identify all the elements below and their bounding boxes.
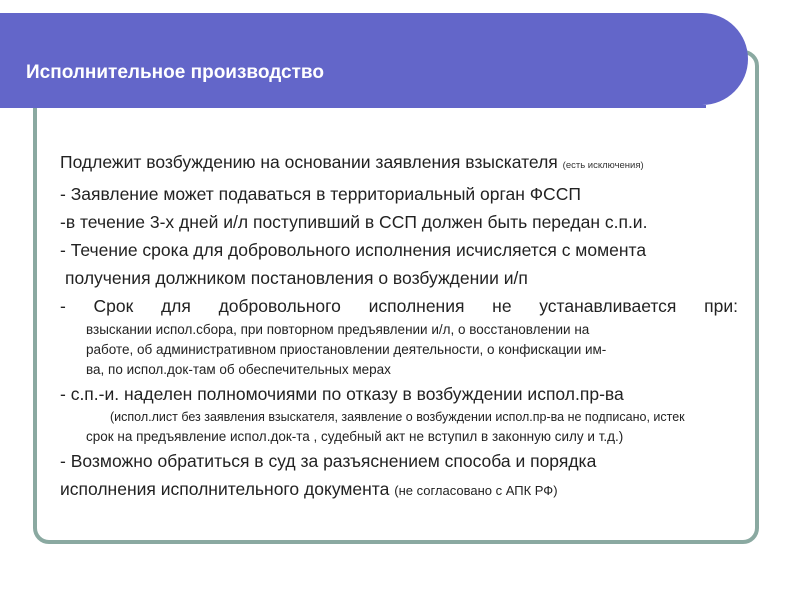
bullet-5-word: Срок bbox=[93, 296, 134, 316]
bullet-6: - с.п.-и. наделен полномочиями по отказу в возбуждении испол.пр-ва bbox=[60, 384, 624, 404]
bullet-5-word: добровольного bbox=[218, 296, 341, 316]
bullet-3: -в течение 3-х дней и/л поступивший в ССП должен быть передан с.п.и. bbox=[60, 212, 648, 232]
bullet-5-word: при: bbox=[704, 296, 738, 316]
bullet-1-note: (есть исключения) bbox=[562, 160, 644, 171]
bullet-1-text: Подлежит возбуждению на основании заявления взыскателя bbox=[60, 152, 558, 172]
bullet-6-detail-1: (испол.лист без заявления взыскателя, заявление о возбуждении испол.пр-ва не подписано, истек bbox=[110, 410, 685, 424]
bullet-6-detail-2: срок на предъявление испол.док-та , судебный акт не вступил в законную силу и т.д.) bbox=[86, 429, 624, 444]
slide-body bbox=[60, 148, 750, 505]
bullet-7-text: исполнения исполнительного документа bbox=[60, 479, 390, 499]
title-band bbox=[0, 13, 748, 105]
bullet-7-note: (не согласовано с АПК РФ) bbox=[394, 483, 558, 498]
bullet-4-continuation: получения должником постановления о возбуждении и/п bbox=[65, 268, 528, 288]
bullet-5-detail-2: работе, об административном приостановлении деятельности, о конфискации им- bbox=[86, 342, 607, 357]
bullet-5-word: для bbox=[160, 296, 191, 316]
bullet-5 bbox=[60, 292, 738, 320]
bullet-5-word: устанавливается bbox=[539, 296, 677, 316]
bullet-1 bbox=[60, 148, 750, 180]
bullet-5-word: исполнения bbox=[368, 296, 465, 316]
bullet-7: - Возможно обратиться в суд за разъяснением способа и порядка bbox=[60, 451, 597, 471]
title-underline bbox=[0, 105, 706, 108]
bullet-7-continuation bbox=[60, 475, 750, 505]
bullet-5-detail-3: ва, по испол.док-там об обеспечительных мерах bbox=[86, 362, 391, 377]
bullet-5-word: не bbox=[492, 296, 512, 316]
bullet-5-word: - bbox=[60, 296, 66, 316]
slide-title: Исполнительное производство bbox=[26, 62, 324, 83]
bullet-2: - Заявление может подаваться в территориальный орган ФССП bbox=[60, 184, 581, 204]
bullet-4: - Течение срока для добровольного исполнения исчисляется с момента bbox=[60, 240, 647, 260]
bullet-5-detail-1: взыскании испол.сбора, при повторном предъявлении и/л, о восстановлении на bbox=[86, 322, 590, 337]
